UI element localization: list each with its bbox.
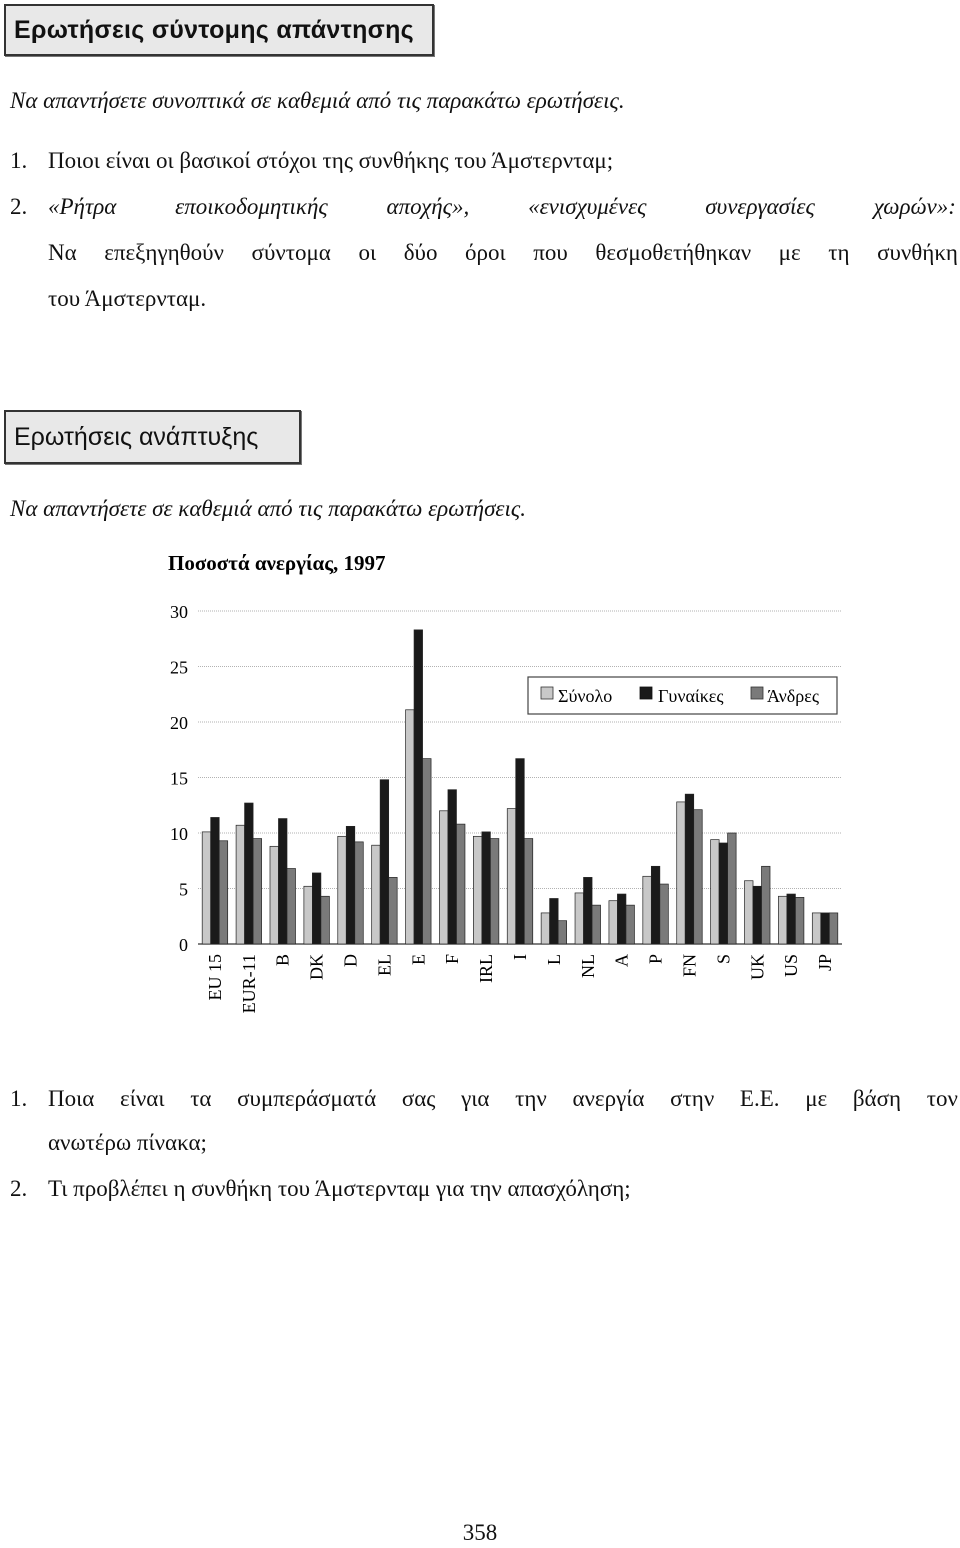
bar-women-a [617, 894, 626, 944]
section-heading-short-answer [4, 4, 434, 56]
bar-women-e [414, 630, 423, 944]
bar-women-fn [685, 794, 694, 944]
bar-women-irl [482, 832, 491, 944]
word: χωρών»: [873, 194, 956, 219]
word: την [515, 1086, 547, 1111]
short-q2-line1 [48, 192, 956, 222]
bar-women-p [651, 866, 660, 944]
bar-total-d [338, 836, 347, 944]
essay-q1-line2: ανωτέρω πίνακα; [48, 1130, 207, 1155]
x-tick-label: P [645, 954, 666, 965]
bar-total-dk [304, 886, 313, 944]
bar-total-b [270, 846, 279, 944]
bar-women-dk [312, 873, 321, 944]
bar-women-f [448, 790, 457, 944]
bar-women-d [346, 826, 355, 944]
x-tick-label: UK [747, 954, 768, 980]
word: τα [190, 1086, 212, 1111]
bar-men-us [795, 897, 804, 944]
short-q2-line3: του Άμστερνταμ. [48, 286, 207, 311]
bar-men-eur-11 [253, 839, 262, 944]
word: αποχής», [386, 194, 470, 219]
bar-total-s [711, 840, 720, 944]
bar-total-l [541, 913, 550, 944]
y-tick-label: 30 [170, 602, 188, 622]
bar-men-jp [829, 913, 838, 944]
word: που [533, 240, 568, 265]
word: βάση [852, 1086, 902, 1111]
bar-men-s [728, 833, 737, 944]
bar-women-uk [753, 886, 762, 944]
word: δύο [403, 240, 438, 265]
bar-total-i [507, 809, 516, 944]
bar-men-l [558, 921, 567, 944]
word: στην [670, 1086, 715, 1111]
word: συμπεράσματά [237, 1086, 377, 1111]
bar-total-jp [812, 913, 821, 944]
bar-total-eu-15 [202, 832, 211, 944]
word: οι [358, 240, 377, 265]
bar-women-s [719, 843, 728, 944]
word: «Ρήτρα [48, 194, 117, 219]
word: Ε.Ε. [739, 1086, 780, 1111]
bar-total-f [439, 811, 448, 944]
word: «ενισχυμένες [528, 194, 647, 219]
section-heading-essay-text: Ερωτήσεις ανάπτυξης [14, 422, 259, 451]
bar-total-e [406, 710, 415, 944]
x-tick-label: US [781, 954, 802, 978]
x-tick-label: E [408, 954, 429, 965]
x-tick-label: EU 15 [204, 954, 225, 1001]
x-tick-label: DK [306, 954, 327, 980]
bar-men-dk [321, 896, 330, 944]
bar-total-nl [575, 893, 584, 944]
bar-men-eu-15 [219, 841, 228, 944]
short-q1-number: 1. [10, 148, 28, 173]
bar-total-irl [473, 836, 482, 944]
word: με [778, 240, 801, 265]
legend-swatch-total [541, 687, 553, 699]
bar-total-a [609, 901, 618, 944]
short-q2-number: 2. [10, 194, 28, 219]
bar-women-eur-11 [245, 803, 254, 944]
chart-title: Ποσοστά ανεργίας, 1997 [168, 551, 386, 575]
bar-women-us [787, 894, 796, 944]
chart-x-ticks [205, 954, 835, 1013]
word: ανεργία [572, 1086, 645, 1111]
section-heading-short-answer-text: Ερωτήσεις σύντομης απάντησης [14, 15, 414, 44]
word: συνθήκη [877, 240, 958, 265]
bar-men-a [626, 905, 635, 944]
x-tick-label: F [442, 954, 463, 965]
bar-women-i [516, 759, 525, 944]
x-tick-label: B [272, 954, 293, 967]
bar-men-e [423, 759, 432, 944]
x-tick-label: FN [679, 954, 700, 978]
bar-total-uk [745, 881, 754, 944]
y-tick-label: 10 [170, 824, 188, 844]
chart-y-ticks [170, 602, 188, 955]
x-tick-label: I [510, 954, 530, 960]
bar-total-us [778, 896, 787, 944]
y-tick-label: 20 [170, 713, 188, 733]
x-tick-label: EUR-11 [238, 954, 259, 1014]
word: εποικοδομητικής [175, 194, 328, 219]
word: σύντομα [251, 240, 331, 265]
bar-men-irl [490, 839, 499, 944]
bar-women-eu-15 [211, 817, 220, 944]
word: όροι [465, 240, 506, 265]
word: Ποια [48, 1086, 95, 1111]
bar-men-nl [592, 905, 601, 944]
word: με [805, 1086, 828, 1111]
x-tick-label: NL [577, 954, 598, 978]
bar-men-f [456, 824, 465, 944]
essay-q2-number: 2. [10, 1176, 28, 1201]
bar-men-b [287, 869, 296, 944]
bar-total-el [372, 845, 381, 944]
legend-label-women: Γυναίκες [658, 686, 724, 706]
word: θεσμοθετήθηκαν [595, 240, 752, 265]
bar-men-d [355, 842, 364, 944]
bar-women-l [550, 898, 559, 944]
legend-swatch-women [640, 687, 652, 699]
bar-men-el [389, 877, 398, 944]
word: για [461, 1086, 490, 1111]
x-tick-label: JP [815, 954, 836, 972]
word: Να [48, 240, 77, 265]
x-tick-label: S [713, 954, 734, 965]
y-tick-label: 25 [170, 657, 188, 678]
y-tick-label: 0 [179, 935, 188, 955]
short-q1-text: Ποιοι είναι οι βασικοί στόχοι της συνθήκης του Άμστερνταμ; [48, 148, 614, 173]
y-tick-label: 5 [179, 879, 188, 900]
bar-men-uk [762, 866, 771, 944]
essay-q1-number: 1. [10, 1086, 28, 1111]
x-tick-label: L [543, 954, 564, 965]
instruction-short: Να απαντήσετε συνοπτικά σε καθεμιά από τις παρακάτω ερωτήσεις. [10, 88, 625, 113]
bar-men-p [660, 884, 669, 944]
page-number: 358 [462, 1520, 498, 1545]
y-tick-label: 15 [170, 768, 188, 789]
bar-men-i [524, 839, 533, 944]
bar-total-p [643, 876, 652, 944]
bar-total-fn [677, 802, 686, 944]
x-tick-label: IRL [476, 954, 497, 983]
section-heading-essay [4, 410, 301, 464]
word: σας [401, 1086, 436, 1111]
short-q2-line2 [48, 238, 958, 268]
x-tick-label: A [611, 954, 632, 967]
legend-label-men: Άνδρες [767, 686, 819, 706]
chart-legend [528, 677, 837, 714]
essay-q2-text: Τι προβλέπει η συνθήκη του Άμστερνταμ για την απασχόληση; [48, 1176, 631, 1201]
bar-women-nl [584, 877, 593, 944]
word: τον [926, 1086, 958, 1111]
word: συνεργασίες [705, 194, 815, 219]
bar-women-el [380, 780, 389, 944]
essay-q1-line1 [48, 1084, 958, 1114]
unemployment-chart [0, 540, 960, 1040]
legend-swatch-men [751, 687, 763, 699]
x-tick-label: D [340, 954, 361, 967]
instruction-essay: Να απαντήσετε σε καθεμιά από τις παρακάτω ερωτήσεις. [10, 496, 526, 521]
bar-women-b [278, 819, 287, 944]
bar-women-jp [821, 913, 830, 944]
bar-men-fn [694, 810, 703, 944]
bar-total-eur-11 [236, 825, 245, 944]
word: επεξηγηθούν [104, 240, 224, 265]
legend-label-total: Σύνολο [558, 686, 613, 706]
x-tick-label: EL [374, 954, 395, 976]
word: είναι [120, 1086, 165, 1111]
word: τη [828, 240, 850, 265]
